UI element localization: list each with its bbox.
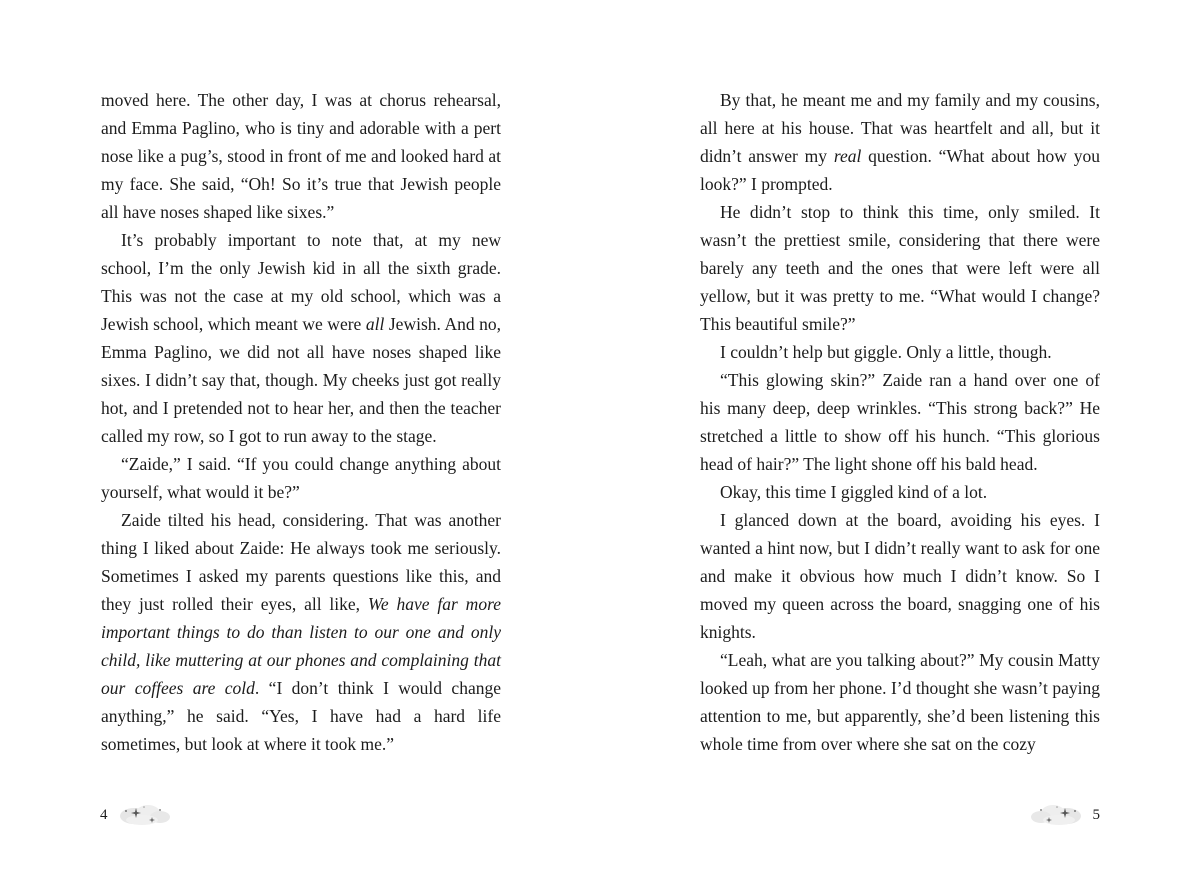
text-run: “Zaide,” I said. “If you could change anything about yourself, what would it be?” bbox=[101, 454, 501, 502]
paragraph bbox=[700, 646, 1100, 758]
text-run: moved here. The other day, I was at chorus rehearsal, and Emma Paglino, who is tiny and adorable with a pert nose like a pug’s, stood in front of me and looked hard at my face. She said, “Oh! So it’s true that Jewish people all have noses shaped like sixes.” bbox=[101, 90, 501, 222]
paragraph bbox=[101, 506, 501, 758]
page-number: 5 bbox=[1092, 807, 1100, 823]
text-run: “Leah, what are you talking about?” My cousin Matty looked up from her phone. I’d thought she wasn’t paying attention to me, but apparently, she’d been listening this whole time from over where she sat on the cozy bbox=[700, 650, 1100, 754]
text-run: Zaide tilted his head, considering. That was another thing I liked about Zaide: He always took me seriously. Sometimes I asked my parents questions like this, and they just rolled their eyes, all like, bbox=[101, 510, 501, 614]
paragraph bbox=[700, 506, 1100, 646]
paragraph bbox=[700, 338, 1100, 366]
text-run: He didn’t stop to think this time, only smiled. It wasn’t the prettiest smile, considering that there were barely any teeth and the ones that were left were all yellow, but it was pretty to me. “What would I change? This beautiful smile?” bbox=[700, 202, 1100, 334]
paragraph bbox=[101, 450, 501, 506]
text-run: “This glowing skin?” Zaide ran a hand over one of his many deep, deep wrinkles. “This strong back?” He stretched a little to show off his hunch. “This glorious head of hair?” The light shone off his bald head. bbox=[700, 370, 1100, 474]
text-run: By that, he meant me and my family and my cousins, all here at his house. That was heartfelt and all, but it didn’t answer my bbox=[700, 90, 1100, 166]
text-run: Okay, this time I giggled kind of a lot. bbox=[720, 482, 988, 502]
italic-text: real bbox=[833, 146, 862, 166]
paragraph bbox=[101, 86, 501, 226]
left-page-footer bbox=[100, 802, 174, 828]
text-run: I glanced down at the board, avoiding his eyes. I wanted a hint now, but I didn’t really want to ask for one and make it obvious how much I didn’t know. So I moved my queen across the board, snagging one of his knights. bbox=[700, 510, 1100, 642]
paragraph bbox=[700, 366, 1100, 478]
text-run: . “I don’t think I would change anything,” he said. “Yes, I have had a hard life sometimes, but look at where it took me.” bbox=[101, 678, 501, 754]
page-number: 4 bbox=[100, 807, 108, 823]
sparkle-cloud-ornament-icon bbox=[1027, 802, 1087, 828]
italic-text: We have far more important things to do than listen to our one and only child, like muttering at our phones and complaining that our coffees are cold bbox=[101, 594, 501, 698]
text-run: Jewish. And no, Emma Paglino, we did not all have noses shaped like sixes. I didn’t say that, though. My cheeks just got really hot, and I pretended not to hear her, and then the teacher called my row, so I got to run away to the stage. bbox=[101, 314, 501, 446]
text-run: question. “What about how you look?” I prompted. bbox=[700, 146, 1100, 194]
right-page-text bbox=[700, 86, 1100, 758]
sparkle-cloud-ornament-icon bbox=[114, 802, 174, 828]
left-page-text bbox=[101, 86, 501, 758]
text-run: It’s probably important to note that, at my new school, I’m the only Jewish kid in all the sixth grade. This was not the case at my old school, which was a Jewish school, which meant we were bbox=[101, 230, 501, 334]
text-run: I couldn’t help but giggle. Only a little, though. bbox=[720, 342, 1052, 362]
paragraph bbox=[700, 198, 1100, 338]
italic-text: all bbox=[365, 314, 385, 334]
paragraph bbox=[700, 86, 1100, 198]
right-page-footer bbox=[1027, 802, 1101, 828]
paragraph bbox=[101, 226, 501, 450]
paragraph bbox=[700, 478, 1100, 506]
